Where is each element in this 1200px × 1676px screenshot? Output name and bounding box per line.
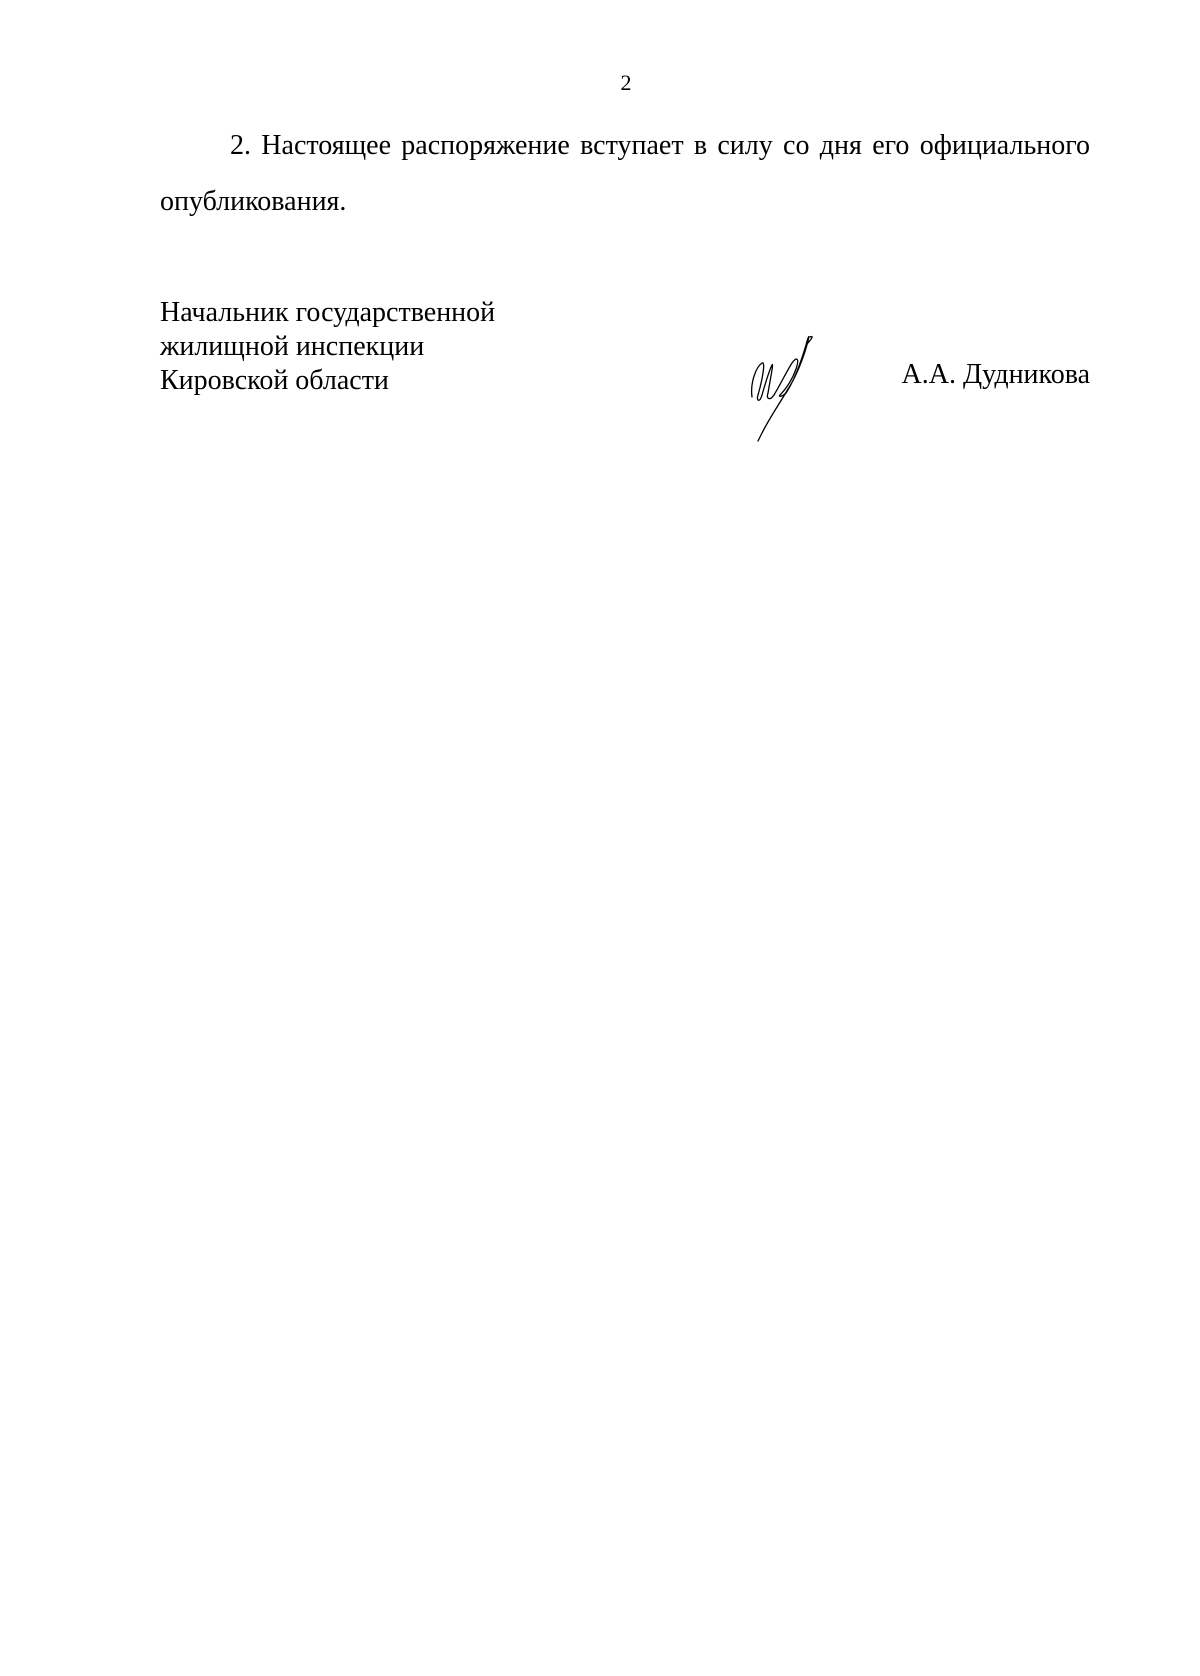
position-line-2: жилищной инспекции [160,331,425,362]
signer-name: А.А. Дудникова [901,359,1090,390]
position-line-1: Начальник государственной [160,297,496,328]
signatory-position [160,296,495,398]
body-paragraph: 2. Настоящее распоряжение вступает в силу со дня его официального опубликования. [160,130,1090,217]
position-line-3: Кировской области [160,365,389,396]
handwritten-signature [740,325,830,445]
page-number: 2 [620,70,632,95]
